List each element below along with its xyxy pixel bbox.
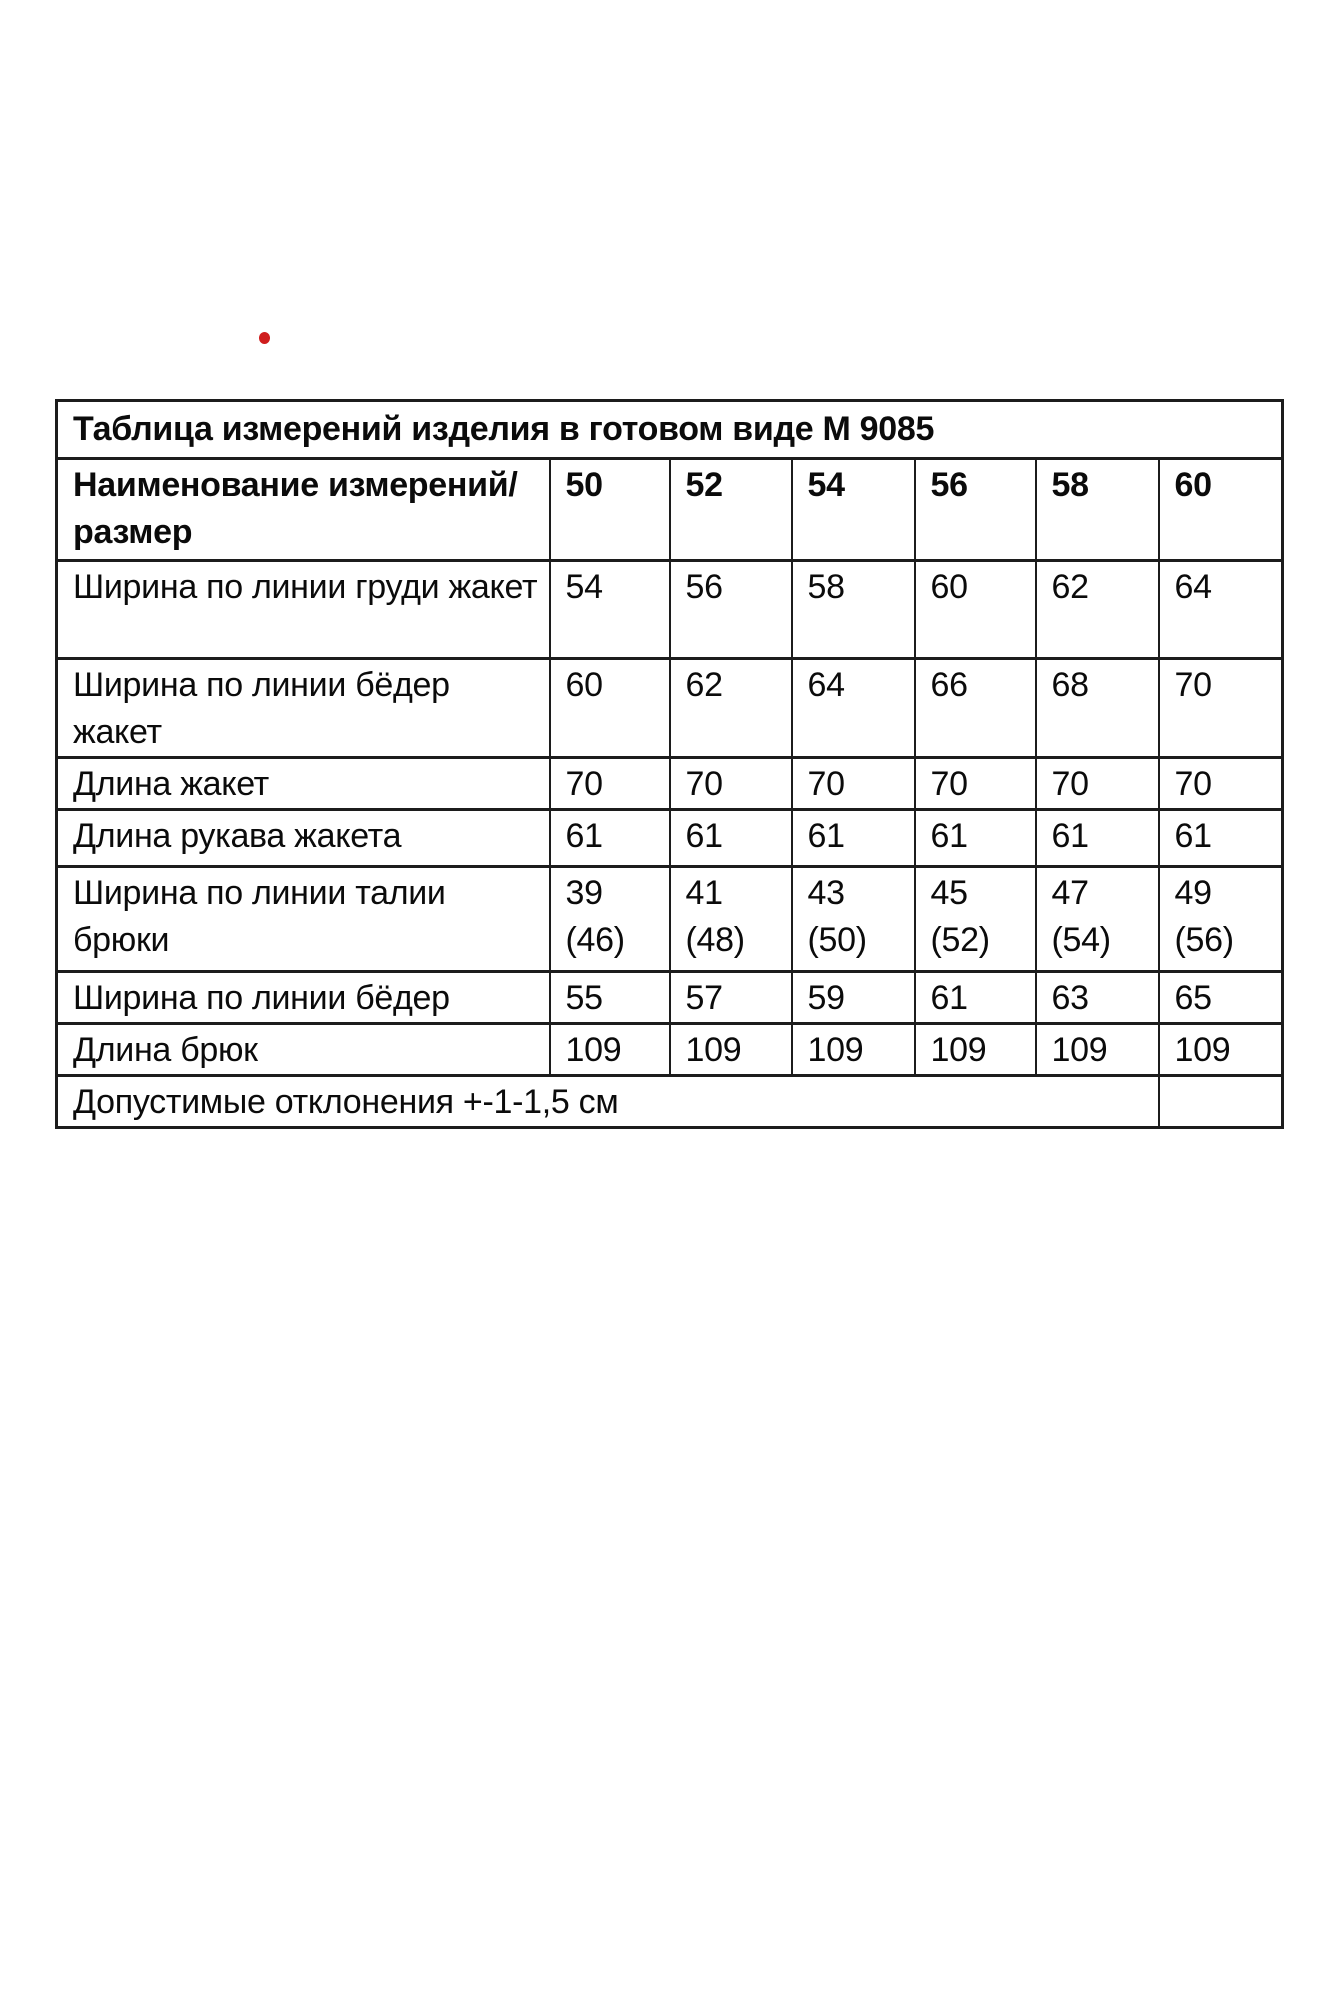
cell: 109 — [792, 1024, 915, 1076]
cell: 70 — [550, 758, 670, 810]
cell: 70 — [1159, 659, 1283, 758]
cell: 70 — [915, 758, 1036, 810]
row-label: Ширина по линии груди жакет — [57, 561, 550, 659]
cell: 65 — [1159, 972, 1283, 1024]
table-row — [57, 1024, 1283, 1076]
cell: 43 (50) — [792, 867, 915, 972]
table-row — [57, 972, 1283, 1024]
table-header-row — [57, 459, 1283, 561]
cell: 70 — [670, 758, 792, 810]
cell: 61 — [1159, 810, 1283, 867]
row-label: Длина рукава жакета — [57, 810, 550, 867]
cell: 61 — [792, 810, 915, 867]
cell: 64 — [792, 659, 915, 758]
table-footer-row — [57, 1076, 1283, 1128]
row-label: Ширина по линии бёдер жакет — [57, 659, 550, 758]
cell: 58 — [792, 561, 915, 659]
header-size-58: 58 — [1036, 459, 1159, 561]
header-size-60: 60 — [1159, 459, 1283, 561]
cell: 109 — [670, 1024, 792, 1076]
red-dot-mark — [259, 332, 270, 344]
header-size-54: 54 — [792, 459, 915, 561]
measurements-table — [55, 399, 1284, 1129]
cell: 61 — [915, 810, 1036, 867]
row-label: Ширина по линии бёдер — [57, 972, 550, 1024]
table-row — [57, 659, 1283, 758]
cell: 61 — [1036, 810, 1159, 867]
header-size-56: 56 — [915, 459, 1036, 561]
cell: 57 — [670, 972, 792, 1024]
table-row — [57, 810, 1283, 867]
row-label: Длина брюк — [57, 1024, 550, 1076]
cell: 109 — [550, 1024, 670, 1076]
tolerance-note: Допустимые отклонения +-1-1,5 см — [57, 1076, 1159, 1128]
cell: 55 — [550, 972, 670, 1024]
cell: 60 — [550, 659, 670, 758]
cell: 62 — [670, 659, 792, 758]
header-label: Наименование измерений/размер — [57, 459, 550, 561]
empty-cell — [1159, 1076, 1283, 1128]
cell: 61 — [670, 810, 792, 867]
table-row — [57, 758, 1283, 810]
cell: 109 — [915, 1024, 1036, 1076]
cell: 70 — [792, 758, 915, 810]
cell: 61 — [550, 810, 670, 867]
cell: 68 — [1036, 659, 1159, 758]
cell: 54 — [550, 561, 670, 659]
cell: 64 — [1159, 561, 1283, 659]
cell: 61 — [915, 972, 1036, 1024]
table-title: Таблица измерений изделия в готовом виде М 9085 — [57, 401, 1283, 459]
cell: 59 — [792, 972, 915, 1024]
cell: 49 (56) — [1159, 867, 1283, 972]
cell: 45 (52) — [915, 867, 1036, 972]
cell: 47 (54) — [1036, 867, 1159, 972]
cell: 66 — [915, 659, 1036, 758]
cell: 41 (48) — [670, 867, 792, 972]
cell: 63 — [1036, 972, 1159, 1024]
cell: 62 — [1036, 561, 1159, 659]
table-title-row — [57, 401, 1283, 459]
cell: 70 — [1159, 758, 1283, 810]
row-label: Длина жакет — [57, 758, 550, 810]
cell: 60 — [915, 561, 1036, 659]
header-size-50: 50 — [550, 459, 670, 561]
table-row — [57, 867, 1283, 972]
table-row — [57, 561, 1283, 659]
cell: 109 — [1159, 1024, 1283, 1076]
header-size-52: 52 — [670, 459, 792, 561]
cell: 70 — [1036, 758, 1159, 810]
cell: 109 — [1036, 1024, 1159, 1076]
cell: 39 (46) — [550, 867, 670, 972]
cell: 56 — [670, 561, 792, 659]
row-label: Ширина по линии талии брюки — [57, 867, 550, 972]
